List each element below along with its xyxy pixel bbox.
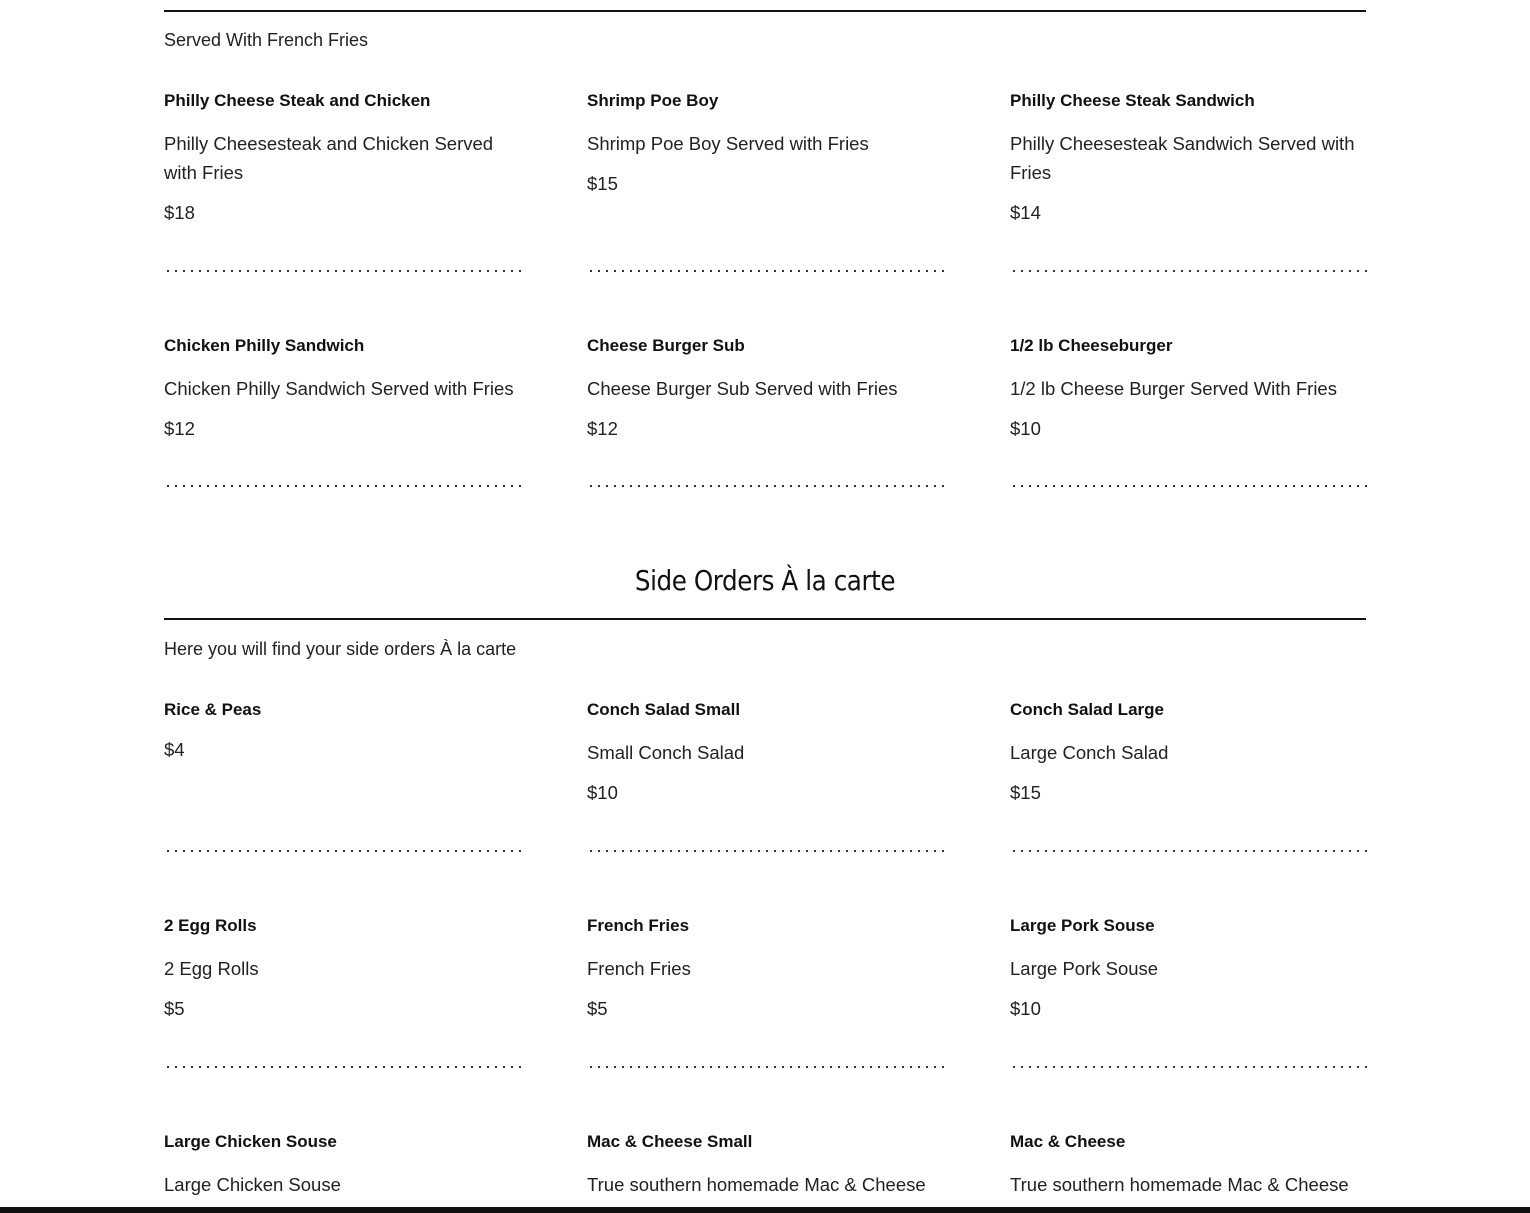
item-price: $12	[587, 418, 618, 439]
item-divider	[1010, 485, 1368, 487]
menu-item	[164, 336, 522, 441]
item-description: Philly Cheesesteak and Chicken Served with Fries	[164, 133, 494, 183]
item-name: Rice & Peas	[164, 700, 262, 719]
item-divider	[587, 850, 945, 852]
menu-item	[1010, 91, 1368, 225]
item-divider	[1010, 1066, 1368, 1068]
item-description: French Fries	[587, 958, 691, 979]
item-divider	[1010, 270, 1368, 272]
item-price: $10	[1010, 998, 1041, 1019]
menu-item	[164, 700, 522, 762]
item-divider	[164, 850, 522, 852]
item-description: Large Pork Souse	[1010, 958, 1159, 979]
item-description: 2 Egg Rolls	[164, 958, 259, 979]
menu-item	[1010, 916, 1368, 1021]
item-price: $5	[587, 998, 608, 1019]
item-price: $15	[1010, 782, 1041, 803]
item-description: Chicken Philly Sandwich Served with Fries	[164, 378, 514, 399]
section-title: Side Orders À la carte	[634, 564, 896, 597]
item-divider	[164, 1066, 522, 1068]
item-divider	[1010, 850, 1368, 852]
item-description: 1/2 lb Cheese Burger Served With Fries	[1010, 378, 1337, 399]
item-divider	[164, 270, 522, 272]
item-price: $10	[587, 782, 618, 803]
item-divider	[587, 1066, 945, 1068]
item-price: $15	[587, 173, 618, 194]
menu-item	[164, 916, 522, 1021]
menu-item	[587, 336, 945, 441]
item-description: Cheese Burger Sub Served with Fries	[587, 378, 898, 399]
item-divider	[587, 270, 945, 272]
item-name: 1/2 lb Cheeseburger	[1010, 336, 1173, 355]
section-description: Served With French Fries	[164, 30, 369, 50]
menu-item	[1010, 1132, 1368, 1199]
item-name: French Fries	[587, 916, 690, 935]
item-description: Shrimp Poe Boy Served with Fries	[587, 133, 869, 154]
item-price: $14	[1010, 202, 1041, 223]
item-name: Philly Cheese Steak Sandwich	[1010, 91, 1255, 110]
menu-item	[587, 91, 945, 196]
item-name: Cheese Burger Sub	[587, 336, 745, 355]
item-description: Large Conch Salad	[1010, 742, 1169, 763]
item-name: Chicken Philly Sandwich	[164, 336, 365, 355]
item-divider	[164, 485, 522, 487]
item-description: Philly Cheesesteak Sandwich Served with Fries	[1010, 133, 1355, 183]
item-description: Large Chicken Souse	[164, 1174, 341, 1195]
item-description: True southern homemade Mac & Cheese	[1010, 1174, 1349, 1195]
item-name: Large Chicken Souse	[164, 1132, 337, 1151]
menu-item	[587, 916, 945, 1021]
item-name: Large Pork Souse	[1010, 916, 1155, 935]
menu-item	[1010, 336, 1368, 441]
item-name: Shrimp Poe Boy	[587, 91, 719, 110]
menu-item	[587, 1132, 945, 1199]
section-description: Here you will find your side orders À la carte	[164, 639, 517, 659]
menu-item	[164, 91, 522, 225]
item-description: True southern homemade Mac & Cheese	[587, 1174, 926, 1195]
item-name: 2 Egg Rolls	[164, 916, 257, 935]
item-price: $10	[1010, 418, 1041, 439]
item-price: $4	[164, 739, 185, 760]
item-name: Conch Salad Small	[587, 700, 741, 719]
item-price: $18	[164, 202, 195, 223]
section-divider	[164, 618, 1366, 620]
bottom-bar	[0, 1207, 1530, 1213]
item-name: Philly Cheese Steak and Chicken	[164, 91, 431, 110]
item-divider	[587, 485, 945, 487]
item-price: $5	[164, 998, 185, 1019]
item-name: Mac & Cheese Small	[587, 1132, 753, 1151]
item-name: Conch Salad Large	[1010, 700, 1164, 719]
section-divider-top	[164, 10, 1366, 12]
menu-item	[587, 700, 945, 805]
item-price: $12	[164, 418, 195, 439]
item-name: Mac & Cheese	[1010, 1132, 1126, 1151]
menu-item	[1010, 700, 1368, 805]
menu-item	[164, 1132, 522, 1199]
item-description: Small Conch Salad	[587, 742, 745, 763]
